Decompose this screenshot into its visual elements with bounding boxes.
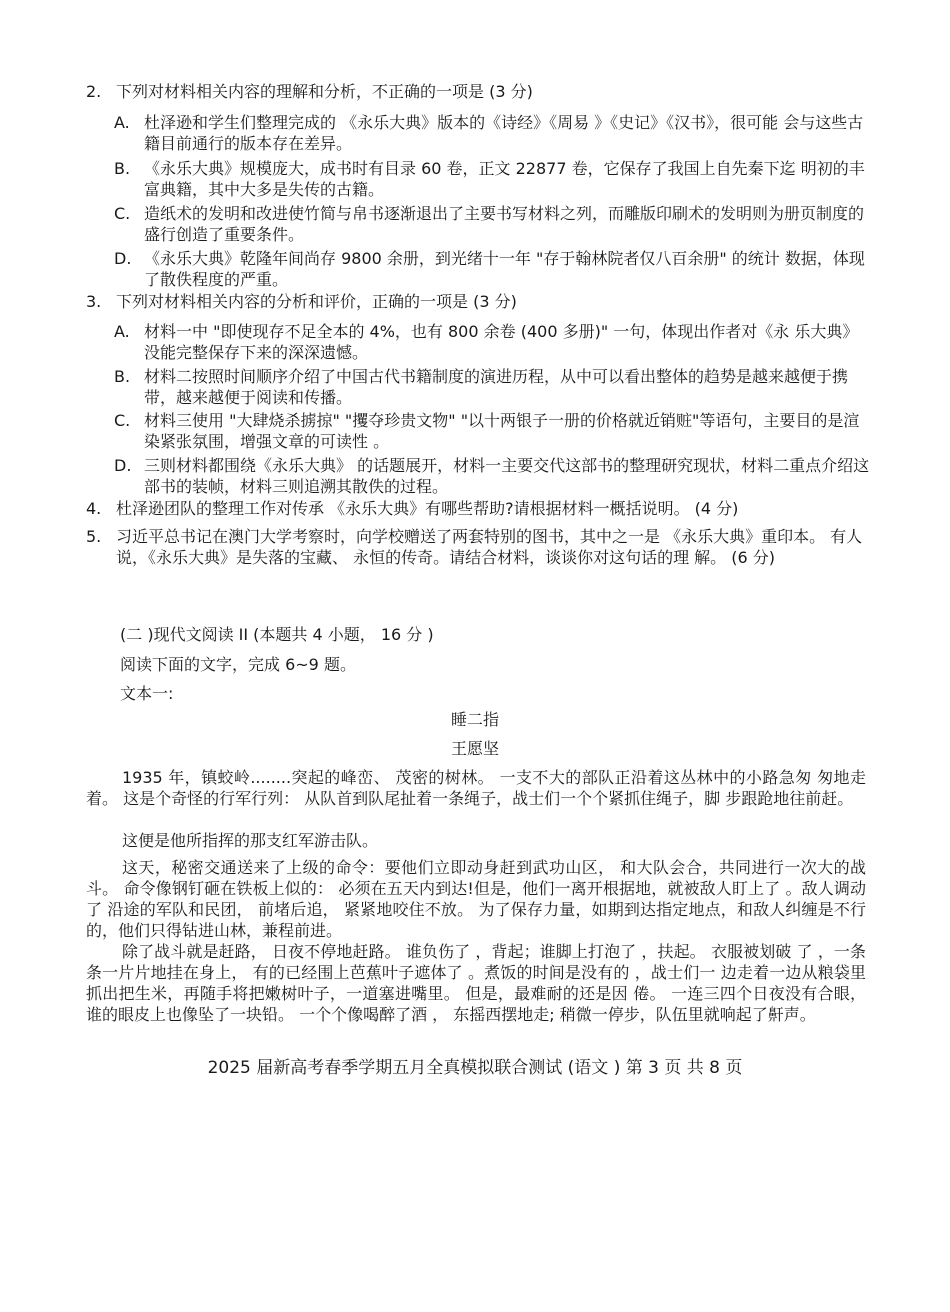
question-3-option-a: [114, 321, 874, 363]
option-text: 材料一中 "即使现存不足全本的 4%，也有 800 余卷 (400 多册)" 一句，体现出作者对《永 乐大典》没能完整保存下来的深深遗憾。: [144, 322, 859, 362]
question-number: 3.: [86, 292, 102, 311]
option-text: 《永乐大典》规模庞大，成书时有目录 60 卷，正文 22877 卷，它保存了我国上自先秦下迄 明初的丰富典籍，其中大多是失传的古籍。: [144, 159, 865, 199]
question-stem: 习近平总书记在澳门大学考察时，向学校赠送了两套特别的图书，其中之一是 《永乐大典》重印本。 有人说，《永乐大典》是失落的宝藏、 永恒的传奇。请结合材料，谈谈你对这句话的理 解。 (6 分): [116, 527, 863, 567]
option-label: C.: [114, 411, 131, 430]
option-text: 杜泽逊和学生们整理完成的 《永乐大典》版本的《诗经》《周易 》《史记》《汉书》，很可能 会与这些古籍目前通行的版本存在差异。: [144, 113, 864, 153]
article-title: 睡二指: [450, 710, 499, 729]
question-2-option-a: [114, 112, 874, 154]
option-text: 《永乐大典》乾隆年间尚存 9800 余册，到光绪十一年 "存于翰林院者仅八百余册" 的统计 数据，体现了散佚程度的严重。: [144, 249, 865, 289]
option-label: A.: [114, 322, 130, 341]
question-stem: 下列对材料相关内容的理解和分析，不正确的一项是 (3 分): [116, 82, 533, 101]
article-paragraph-2: 这便是他所指挥的那支红军游击队。: [122, 831, 379, 850]
option-text: 材料三使用 "大肆烧杀掳掠" "攫夺珍贵文物" "以十两银子一册的价格就近销赃"等语句，主要目的是渲染紧张氛围，增强文章的可读性 。: [144, 411, 860, 451]
article-paragraph-4: 除了战斗就是赶路， 日夜不停地赶路。 谁负伤了 ，背起；谁脚上打泡了 ，扶起。 衣服被划破 了 ，一条条一片片地挂在身上， 有的已经围上芭蕉叶子遮体了 。煮饭的时间是没有的 ，战士们一 边走着一边从粮袋里抓出把生米，再随手将把嫩树叶子，一道塞进嘴里。 但是，最难耐的还是因 倦。 一连三四个日夜没有合眼，谁的眼皮上也像坠了一块铅。 一个个像喝醉了酒 ， 东摇西摆地走; 稍微一停步，队伍里就响起了鼾声。: [86, 942, 866, 1024]
question-3-option-d: [114, 455, 874, 497]
option-label: C.: [114, 204, 131, 223]
option-text: 材料二按照时间顺序介绍了中国古代书籍制度的演进历程，从中可以看出整体的趋势是越来越便于携带，越来越便于阅读和传播。: [144, 367, 849, 407]
option-label: D.: [114, 456, 132, 475]
article-paragraph-3: 这天，秘密交通送来了上级的命令：要他们立即动身赶到武功山区， 和大队会合，共同进行一次大的战斗。 命令像钢钉砸在铁板上似的： 必须在五天内到达!但是，他们一离开根据地，就被敌人盯上了 。敌人调动了 沿途的军队和民团， 前堵后追， 紧紧地咬住不放。 为了保存力量，如期到达指定地点，和敌人纠缠是不行的，他们只得钻进山林，兼程前进。: [86, 858, 866, 940]
option-label: B.: [114, 159, 131, 178]
question-3-option-c: [114, 410, 874, 452]
question-5: [86, 526, 876, 568]
question-2: [86, 81, 876, 102]
option-text: 三则材料都围绕《永乐大典》 的话题展开，材料一主要交代这部书的整理研究现状，材料二重点介绍这部书的装帧，材料三则追溯其散佚的过程。: [144, 456, 870, 496]
question-2-option-d: [114, 248, 874, 290]
question-2-option-b: [114, 158, 874, 200]
question-stem: 杜泽逊团队的整理工作对传承 《永乐大典》有哪些帮助?请根据材料一概括说明。 (4 分): [116, 499, 739, 518]
section-heading: (二 )现代文阅读 II (本题共 4 小题， 16 分 ): [120, 625, 434, 644]
question-3: [86, 291, 876, 312]
article-author: 王愿坚: [450, 739, 499, 758]
page-footer: 2025 届新高考春季学期五月全真模拟联合测试 (语文 ) 第 3 页 共 8 页: [207, 1058, 743, 1078]
question-2-option-c: [114, 203, 874, 245]
question-stem: 下列对材料相关内容的分析和评价，正确的一项是 (3 分): [116, 292, 517, 311]
article-paragraph-1: 1935 年，镇蛟岭........突起的峰峦、 茂密的树林。 一支不大的部队正沿着这丛林中的小路急匆 匆地走着。 这是个奇怪的行军行列： 从队首到队尾扯着一条绳子，战士们一个个紧抓住绳子，脚 步跟跄地往前赶。: [86, 768, 866, 808]
question-number: 5.: [86, 527, 102, 546]
question-3-option-b: [114, 366, 874, 408]
section-instruction: 阅读下面的文字，完成 6~9 题。: [120, 655, 356, 674]
option-label: A.: [114, 113, 130, 132]
question-number: 2.: [86, 82, 102, 101]
option-text: 造纸术的发明和改进使竹简与帛书逐渐退出了主要书写材料之列，而雕版印刷术的发明则为册页制度的盛行创造了重要条件。: [144, 204, 865, 244]
question-4: [86, 498, 876, 519]
question-number: 4.: [86, 499, 102, 518]
text-label: 文本一:: [120, 684, 174, 703]
option-label: D.: [114, 249, 132, 268]
option-label: B.: [114, 367, 131, 386]
